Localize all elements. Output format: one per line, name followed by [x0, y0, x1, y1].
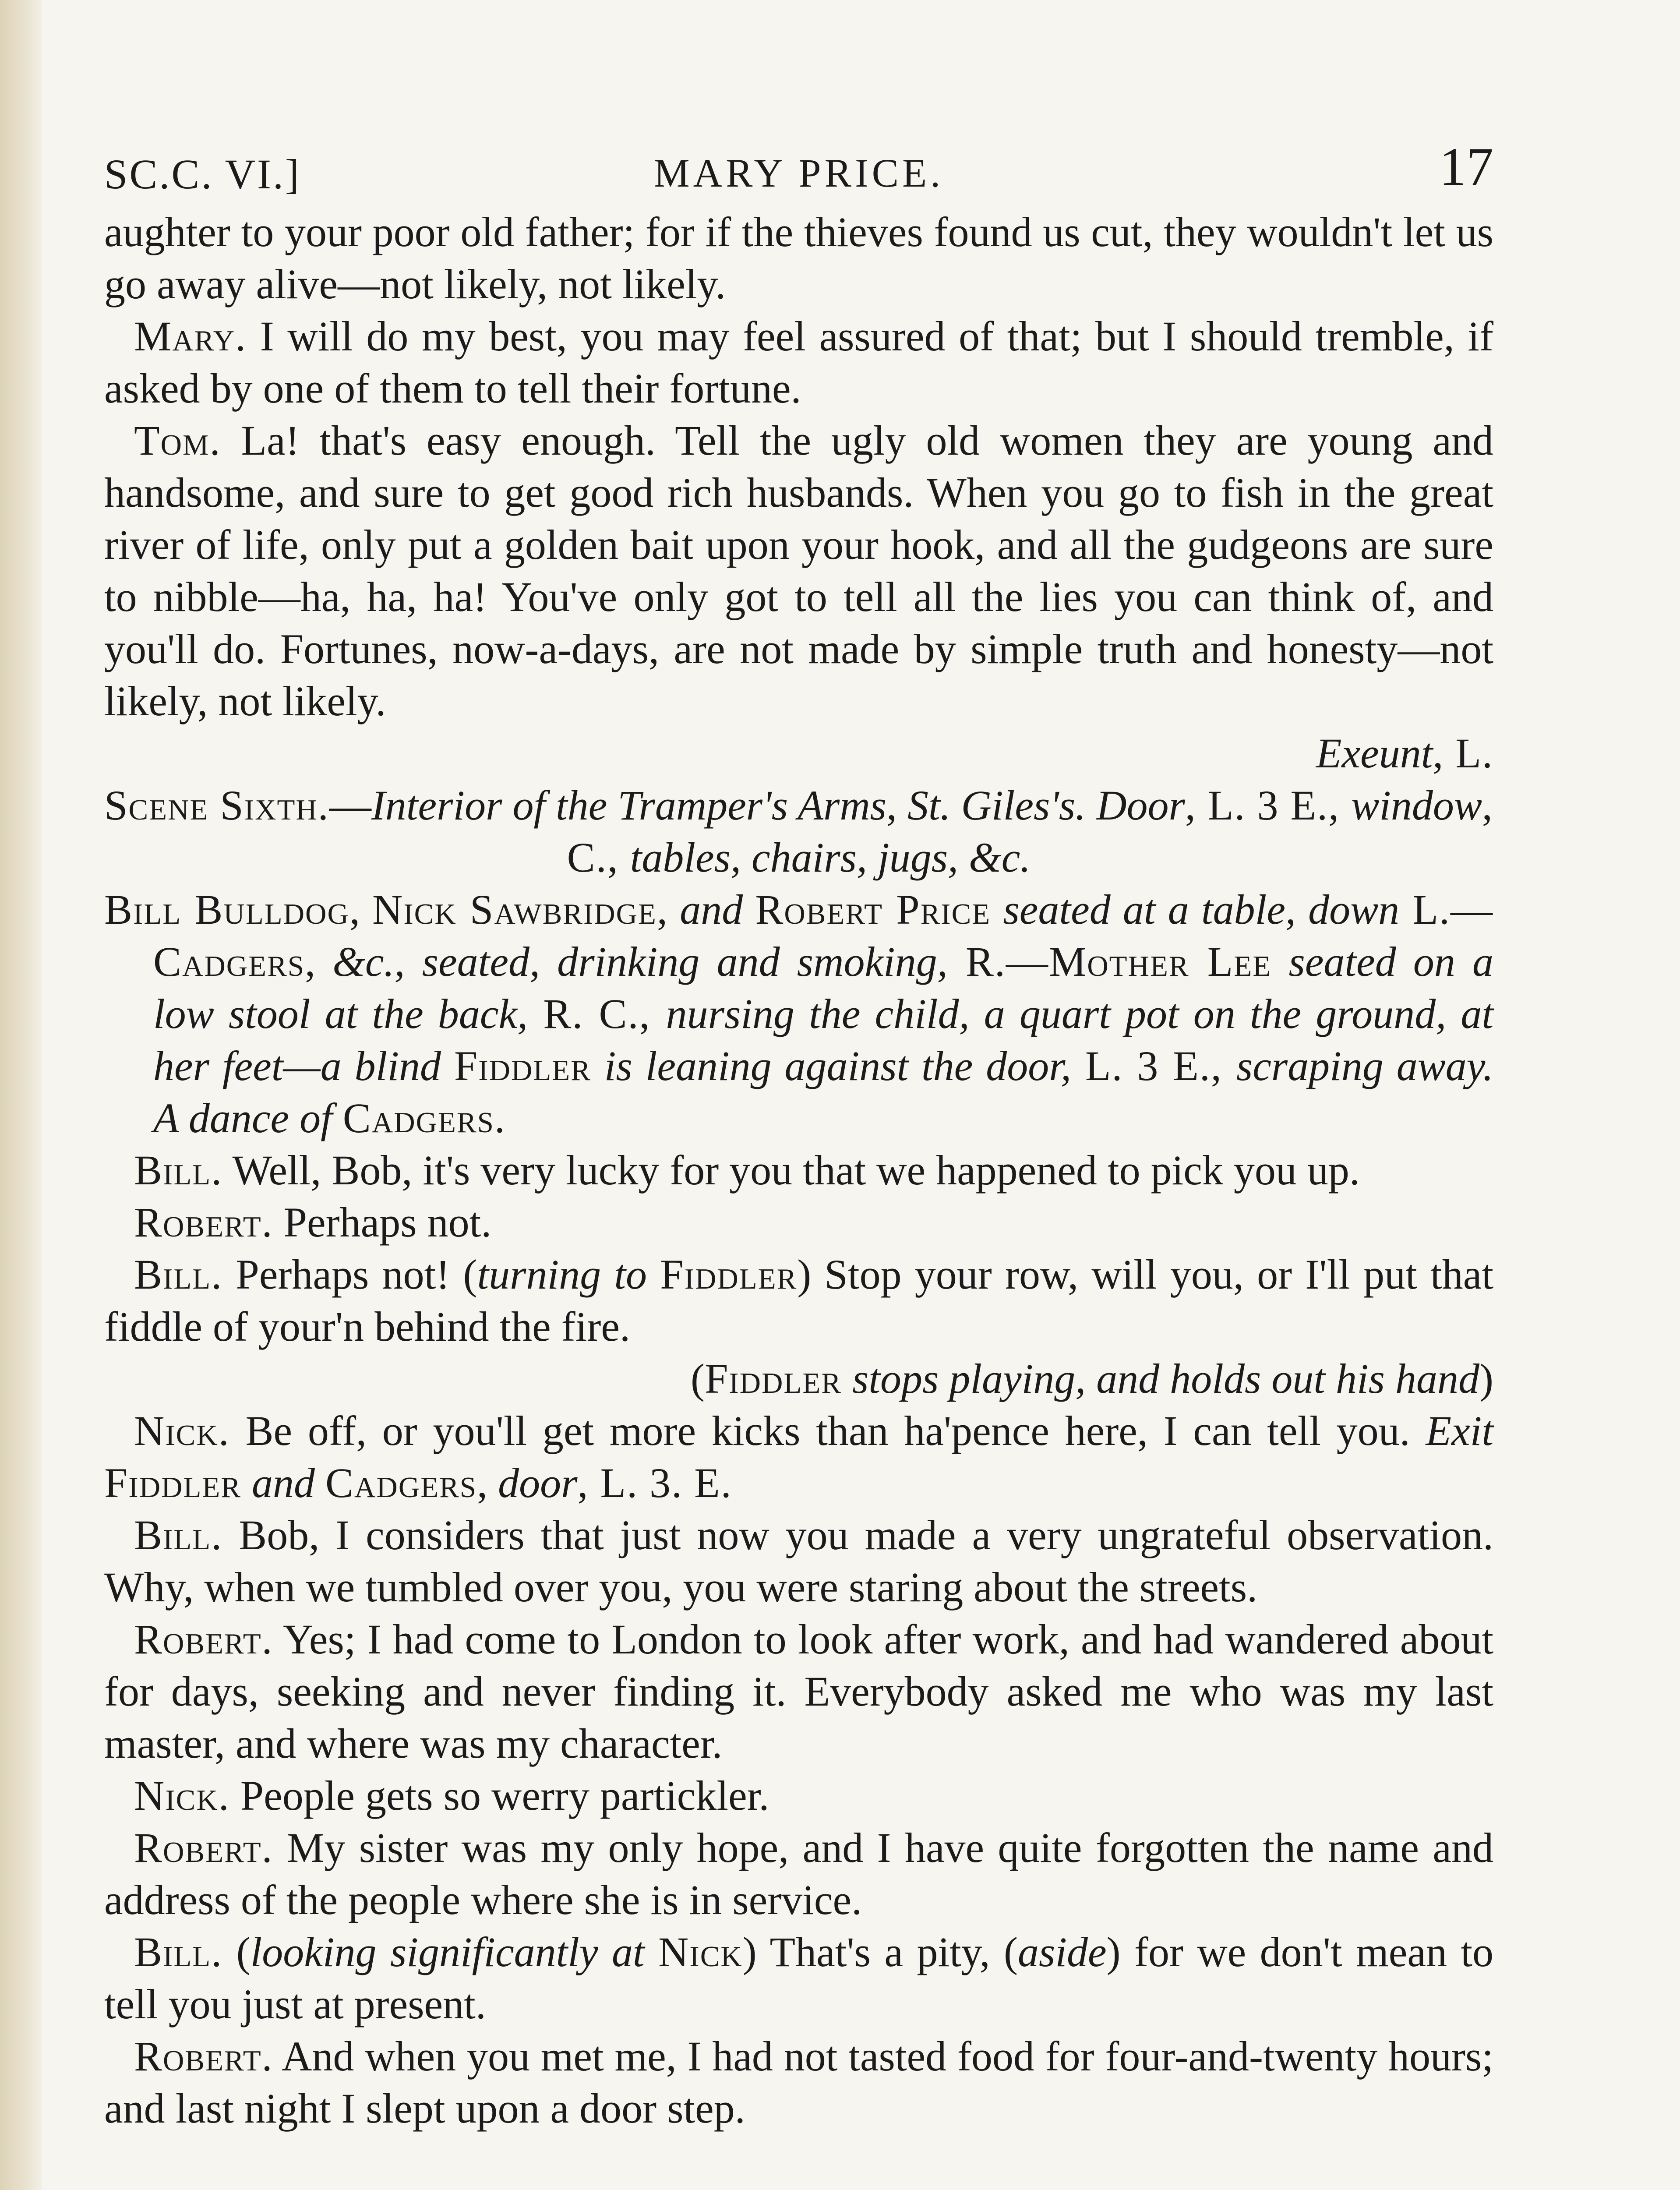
text	[743, 886, 755, 933]
character-name: Fiddler	[104, 1459, 242, 1506]
stage-direction	[104, 1353, 1493, 1405]
speech: And when you met me, I had not tasted food for four-and-twenty hours; and last night I slept upon a door step.	[104, 2033, 1493, 2132]
stage-position: L. 3 E.,	[1071, 1042, 1236, 1089]
dialogue-nick: Nick. Be off, or you'll get more kicks than ha'pence here, I can tell you. Exit Fiddler and Cadgers, door, L. 3. E.	[104, 1407, 1493, 1506]
stage-position: R.—	[947, 938, 1049, 985]
speaker-name: Robert.	[134, 1824, 273, 1871]
speech: ) Stop your row, will you, or I'll put that fiddle of your'n behind the fire.	[104, 1251, 1494, 1350]
character-name: Fiddler	[704, 1355, 842, 1402]
speaker-name: Bill.	[134, 1929, 223, 1975]
dramatis-personae	[104, 883, 1493, 1144]
speech: ) for we don't mean to tell you just at present.	[104, 1929, 1494, 2028]
character-name: Cadgers	[325, 1459, 477, 1506]
italic-text: seated at a table, down	[1003, 886, 1400, 933]
text: ,	[305, 938, 333, 985]
speaker-name: Nick.	[134, 1407, 230, 1454]
page-text	[104, 206, 1493, 2134]
stage-side: , L.	[1433, 730, 1493, 777]
dialogue-bill	[104, 1248, 1493, 1353]
paragraph: aughter to your poor old father; for if the thieves found us cut, they wouldn't let us go away alive—not likely, not likely.	[104, 208, 1493, 307]
speech: Be off, or you'll get more kicks than ha'pence here, I can tell you.	[229, 1407, 1426, 1454]
italic-text: Interior of the Tramper's Arms	[371, 782, 886, 829]
dialogue-mary	[104, 310, 1493, 414]
italic-text: tables, chairs, jugs, &c.	[630, 834, 1031, 881]
italic-text: and	[252, 1459, 315, 1506]
character-name: Fiddler	[660, 1251, 798, 1298]
text	[332, 1095, 343, 1141]
speech: ) That's a pity, (	[742, 1929, 1018, 1975]
speaker-name: Bill.	[134, 1512, 223, 1558]
speaker-name: Nick.	[134, 1772, 230, 1819]
dialogue-robert	[104, 1196, 1493, 1248]
stage-position: , L. 3 E.,	[1185, 782, 1352, 829]
speech: People gets so werry partickler.	[229, 1772, 769, 1819]
scene-heading	[104, 779, 1493, 883]
italic-text: stops playing, and holds out his hand	[841, 1355, 1480, 1402]
dialogue-nick	[104, 1770, 1493, 1822]
text	[991, 886, 1003, 933]
italic-text: Exeunt	[1316, 730, 1433, 777]
dialogue-bill	[104, 1926, 1493, 2030]
dialogue-bill	[104, 1509, 1493, 1613]
character-name: Bill Bulldog	[104, 886, 349, 933]
running-head	[104, 131, 1493, 206]
character-name: Nick	[658, 1929, 743, 1975]
dash: —	[329, 782, 371, 829]
text: ,	[886, 782, 907, 829]
stage-direction-exeunt	[104, 727, 1493, 779]
italic-text: looking significantly at	[250, 1929, 645, 1975]
character-name: Mother Lee	[1048, 938, 1272, 985]
section-marker: SC.C. VI.]	[104, 151, 301, 198]
italic-text: door	[498, 1459, 578, 1506]
character-name: Cadgers	[342, 1095, 494, 1141]
speech: Perhaps not! (	[222, 1251, 477, 1298]
book-title: MARY PRICE.	[653, 151, 944, 195]
italic-text: window	[1351, 782, 1482, 829]
speech: Perhaps not.	[273, 1199, 492, 1246]
stage-position: , L. 3. E.	[577, 1459, 732, 1506]
stage-position: , C.,	[567, 782, 1493, 881]
character-name: Cadgers	[153, 938, 305, 985]
page-number: 17	[1439, 137, 1493, 197]
speaker-name: Robert.	[134, 1616, 273, 1663]
text: ,	[656, 886, 680, 933]
speech: I will do my best, you may feel assured of that; but I should tremble, if asked by one of them to tell their fortune.	[104, 313, 1493, 412]
italic-text: is leaning against the door,	[604, 1042, 1072, 1089]
speaker-name: Bill.	[134, 1251, 223, 1298]
dialogue-robert	[104, 2030, 1493, 2134]
speech: La! that's easy enough. Tell the ugly old women they are young and handsome, and sure to get good rich husbands. When you go to fish in the great river of life, only put a golden bait upon your hook, and all the gudgeons are sure to nibble—ha, ha, ha! You've only got to tell all the lies you can think of, and you'll do. Fortunes, now-a-days, are not made by simple truth and honesty—not likely, not likely.	[104, 417, 1493, 724]
character-name: Robert Price	[755, 886, 991, 933]
speech: Yes; I had come to London to look after work, and had wandered about for days, seeking and never finding it. Everybody asked me who was my last master, and where was my character.	[104, 1616, 1493, 1767]
scene-label: Scene Sixth.	[104, 782, 329, 829]
character-name: Fiddler	[454, 1042, 591, 1089]
italic-text: scraping away. A dance of	[153, 1042, 1494, 1141]
italic-text: and	[680, 886, 743, 933]
text	[1271, 938, 1288, 985]
italic-text: seated on a low stool at the back,	[153, 938, 1494, 1037]
italic-text: nursing the child, a quart pot on the ground, at her feet—a blind	[153, 990, 1494, 1089]
stage-position: R. C.,	[528, 990, 666, 1037]
speaker-name: Robert.	[134, 1199, 273, 1246]
character-name: Nick Sawbridge	[372, 886, 657, 933]
dialogue-robert	[104, 1822, 1493, 1926]
text: .	[494, 1095, 505, 1141]
text: (	[690, 1355, 705, 1402]
speaker-name: Robert.	[134, 2033, 273, 2080]
speech: Bob, I considers that just now you made a very ungrateful observation. Why, when we tumbled over you, you were staring about the streets.	[104, 1512, 1493, 1611]
dialogue-bill	[104, 1144, 1493, 1196]
speech: My sister was my only hope, and I have quite forgotten the name and address of the people where she is in service.	[104, 1824, 1493, 1923]
speech: (	[222, 1929, 251, 1975]
italic-text: Exit	[1426, 1407, 1493, 1454]
italic-text: aside	[1017, 1929, 1107, 1975]
text: )	[1479, 1355, 1493, 1402]
italic-text: St. Giles's. Door	[907, 782, 1185, 829]
speaker-name: Tom.	[134, 417, 221, 464]
page-gutter-shadow	[0, 0, 42, 2190]
italic-text: &c., seated, drinking and smoking,	[332, 938, 948, 985]
text	[441, 1042, 454, 1089]
text	[591, 1042, 604, 1089]
text: ,	[349, 886, 373, 933]
speech: Well, Bob, it's very lucky for you that we happened to pick you up.	[222, 1147, 1360, 1194]
italic-text: turning to	[477, 1251, 647, 1298]
stage-position: L.—	[1399, 886, 1493, 933]
book-page	[104, 131, 1493, 2134]
dialogue-tom	[104, 414, 1493, 727]
speaker-name: Mary.	[134, 313, 247, 360]
speaker-name: Bill.	[134, 1147, 223, 1194]
dialogue-robert	[104, 1613, 1493, 1770]
